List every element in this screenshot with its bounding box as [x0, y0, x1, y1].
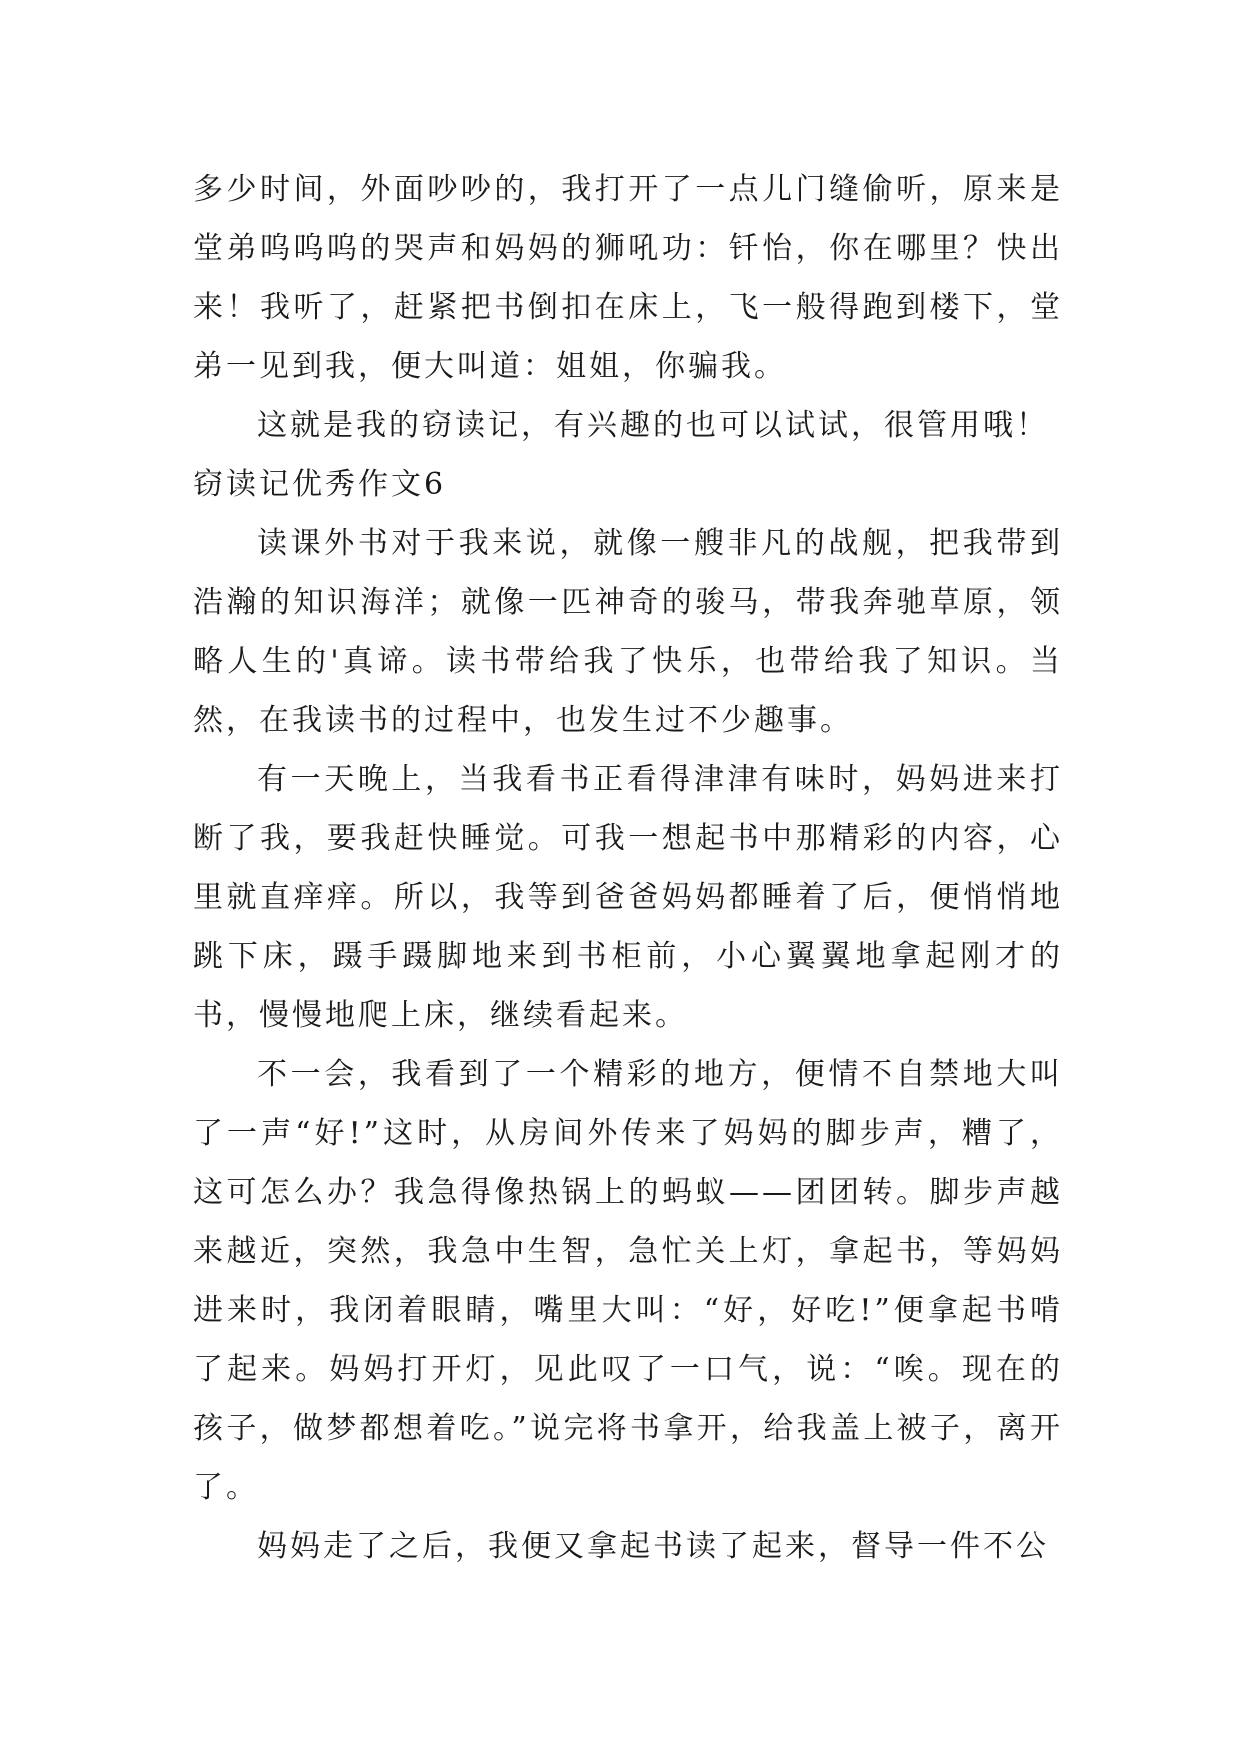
- paragraph-4: 有一天晚上，当我看书正看得津津有味时，妈妈进来打断了我，要我赶快睡觉。可我一想起书中那精彩的内容，心里就直痒痒。所以，我等到爸爸妈妈都睡着了后，便悄悄地跳下床，蹑手蹑脚地来到书柜前，小心翼翼地拿起刚才的书，慢慢地爬上床，继续看起来。: [193, 762, 1063, 1033]
- document-body: [193, 160, 1063, 1576]
- paragraph-5: 不一会，我看到了一个精彩的地方，便情不自禁地大叫了一声“好!”这时，从房间外传来了妈妈的脚步声，糟了，这可怎么办？我急得像热锅上的蚂蚁——团团转。脚步声越来越近，突然，我急中生智，急忙关上灯，拿起书，等妈妈进来时，我闭着眼睛，嘴里大叫：“好，好吃!”便拿起书啃了起来。妈妈打开灯，见此叹了一口气，说：“唉。现在的孩子，做梦都想着吃。”说完将书拿开，给我盖上被子，离开了。: [193, 1057, 1063, 1505]
- paragraph-6: 妈妈走了之后，我便又拿起书读了起来，督导一件不公: [257, 1529, 1049, 1564]
- paragraph-3: 读课外书对于我来说，就像一艘非凡的战舰，把我带到浩瀚的知识海洋；就像一匹神奇的骏马，带我奔驰草原，领略人生的'真谛。读书带给我了快乐，也带给我了知识。当然，在我读书的过程中，也发生过不少趣事。: [193, 526, 1063, 738]
- paragraph-2: 这就是我的窃读记，有兴趣的也可以试试，很管用哦！: [257, 408, 1049, 443]
- section-heading: 窃读记优秀作文6: [193, 467, 447, 502]
- paragraph-1: 多少时间，外面吵吵的，我打开了一点儿门缝偷听，原来是堂弟呜呜呜的哭声和妈妈的狮吼功：钎怡，你在哪里？快出来！我听了，赶紧把书倒扣在床上，飞一般得跑到楼下，堂弟一见到我，便大叫道：姐姐，你骗我。: [193, 172, 1063, 384]
